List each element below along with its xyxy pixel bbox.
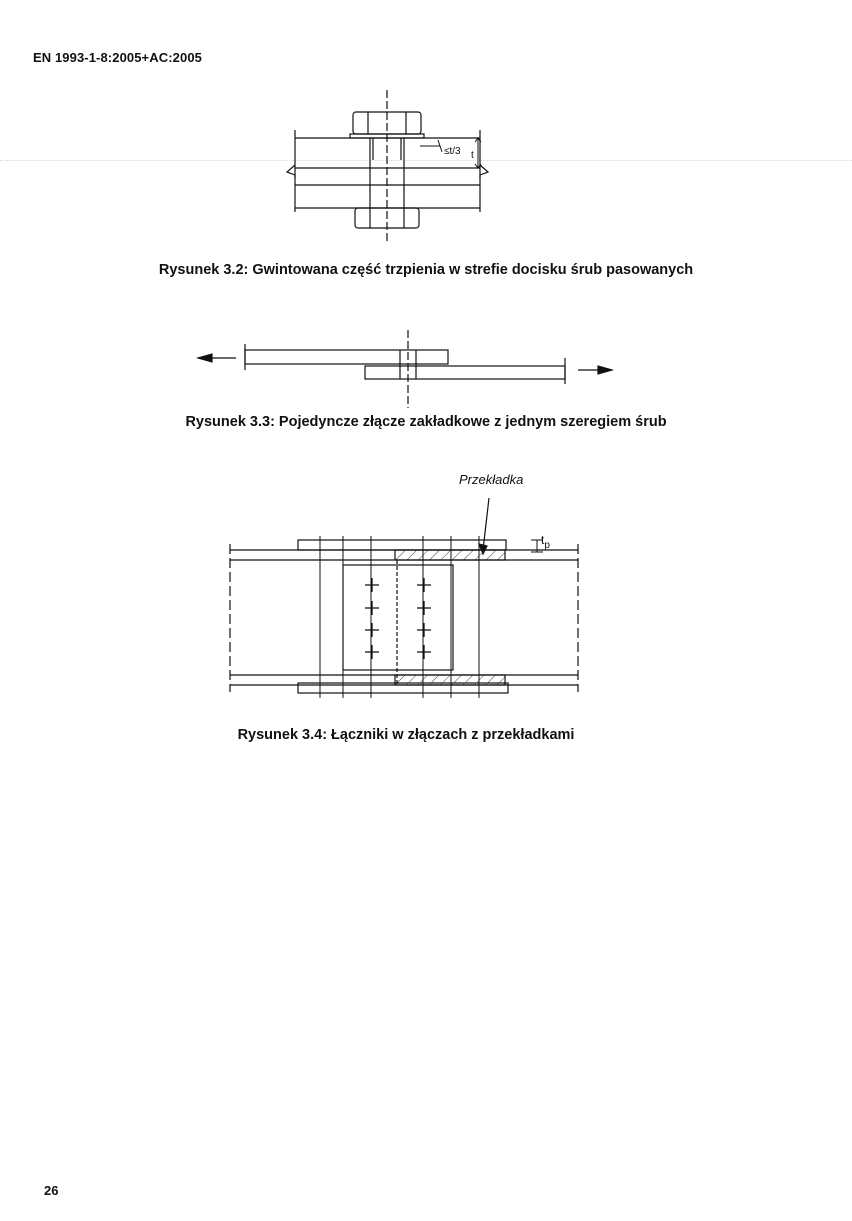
break-mark-right	[480, 165, 488, 178]
figure-3-4-drawing	[225, 470, 595, 700]
packing-plate-top	[395, 550, 505, 560]
figure-3-3-drawing	[190, 330, 630, 410]
tp-label-main: t	[541, 533, 545, 547]
force-arrow-left-head	[198, 354, 212, 362]
figure-3-3-caption: Rysunek 3.3: Pojedyncze złącze zakładkowe z jednym szeregiem śrub	[185, 414, 667, 430]
packing-leader	[483, 498, 489, 550]
bolt-crosses	[365, 578, 431, 659]
document-header: EN 1993-1-8:2005+AC:2005	[33, 50, 202, 65]
figure-3-2-drawing	[280, 90, 500, 250]
page-number: 26	[44, 1183, 59, 1198]
ratio-label: ≤t/3	[444, 146, 461, 157]
web-plate	[343, 565, 453, 670]
lap-plate-bottom	[365, 366, 565, 379]
tp-label	[541, 533, 550, 551]
figure-3-3	[190, 330, 630, 410]
figure-3-4-caption: Rysunek 3.4: Łączniki w złączach z przekładkami	[237, 727, 575, 743]
cover-plate-top	[298, 540, 506, 550]
figure-3-2	[280, 90, 500, 250]
figure-3-4	[225, 470, 595, 700]
thickness-label: t	[471, 150, 474, 161]
break-mark-left	[287, 165, 295, 178]
packing-label: Przekładka	[459, 472, 524, 487]
tp-label-sub: p	[544, 540, 550, 551]
force-arrow-right-head	[598, 366, 612, 374]
lap-plate-top	[245, 350, 448, 364]
packing-plate-bottom	[395, 675, 505, 685]
figure-3-2-caption: Rysunek 3.2: Gwintowana część trzpienia w strefie docisku śrub pasowanych	[158, 262, 694, 278]
